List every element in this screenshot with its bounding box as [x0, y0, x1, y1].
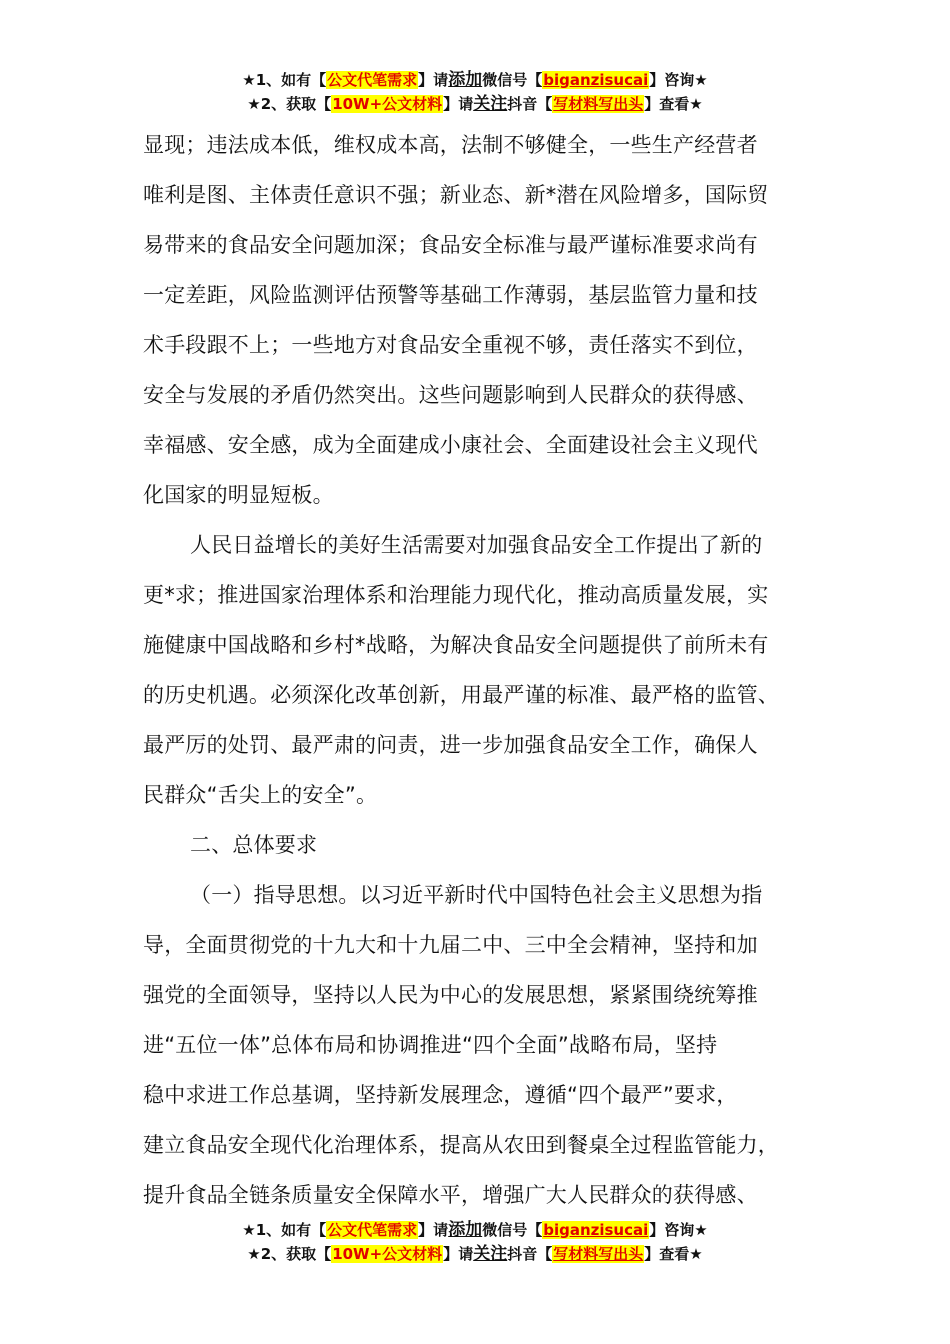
highlight-douyin[interactable]: 写材料写出头	[553, 1245, 644, 1263]
text-line: 提升食品全链条质量安全保障水平，增强广大人民群众的获得感、	[143, 1183, 758, 1207]
banner-text: 】查看★	[644, 95, 703, 113]
text-line: 施健康中国战略和乡村*战略，为解决食品安全问题提供了前所未有	[143, 633, 769, 657]
banner-text: 微信号【	[482, 1221, 543, 1239]
banner-text: ★1、如有【	[242, 1221, 327, 1239]
banner-text: 】咨询★	[649, 71, 708, 89]
text-line: 导，全面贯彻党的十九大和十九届二中、三中全会精神，坚持和加	[143, 933, 758, 957]
banner-text: 】请	[418, 1221, 449, 1239]
banner-line-1	[0, 1218, 950, 1242]
section-heading	[143, 820, 833, 870]
text-line: （一）指导思想。以习近平新时代中国特色社会主义思想为指	[190, 883, 763, 907]
banner-emphasis: 关注	[473, 1244, 508, 1264]
text-line: 进“五位一体”总体布局和协调推进“四个全面”战略布局，坚持	[143, 1033, 718, 1057]
bottom-banner	[0, 1218, 950, 1266]
banner-text: 】查看★	[644, 1245, 703, 1263]
text-line: 人民日益增长的美好生活需要对加强食品安全工作提出了新的	[190, 533, 763, 557]
highlight-materials: 10W+公文材料	[332, 95, 443, 113]
banner-emphasis: 添加	[448, 1220, 483, 1240]
top-banner	[0, 68, 950, 116]
text-line: 化国家的明显短板。	[143, 483, 334, 507]
text-line: 显现；违法成本低，维权成本高，法制不够健全，一些生产经营者	[143, 133, 758, 157]
text-line: 术手段跟不上；一些地方对食品安全重视不够，责任落实不到位，	[143, 333, 758, 357]
document-body	[143, 120, 833, 1220]
banner-text: 抖音【	[507, 1245, 553, 1263]
banner-text: ★2、获取【	[247, 1245, 332, 1263]
banner-line-2	[0, 1242, 950, 1266]
text-line: 唯利是图、主体责任意识不强；新业态、新*潜在风险增多，国际贸	[143, 183, 769, 207]
text-line: 一定差距，风险监测评估预警等基础工作薄弱，基层监管力量和技	[143, 283, 758, 307]
banner-text: 抖音【	[507, 95, 553, 113]
banner-emphasis: 关注	[473, 94, 508, 114]
text-line: 更*求；推进国家治理体系和治理能力现代化，推动高质量发展，实	[143, 583, 769, 607]
banner-text: ★2、获取【	[247, 95, 332, 113]
highlight-materials: 10W+公文材料	[332, 1245, 443, 1263]
text-line: 最严厉的处罚、最严肃的问责，进一步加强食品安全工作，确保人	[143, 733, 758, 757]
highlight-wechat-id[interactable]: biganzisucai	[543, 1221, 649, 1239]
banner-emphasis: 添加	[448, 70, 483, 90]
text-line: 民群众“舌尖上的安全”。	[143, 783, 378, 807]
text-line: 安全与发展的矛盾仍然突出。这些问题影响到人民群众的获得感、	[143, 383, 758, 407]
highlight-service: 公文代笔需求	[327, 71, 418, 89]
text-line: 幸福感、安全感，成为全面建成小康社会、全面建设社会主义现代	[143, 433, 758, 457]
highlight-wechat-id[interactable]: biganzisucai	[543, 71, 649, 89]
banner-text: 】请	[443, 95, 474, 113]
banner-text: 微信号【	[482, 71, 543, 89]
banner-text: 】请	[443, 1245, 474, 1263]
banner-text: 】咨询★	[649, 1221, 708, 1239]
banner-line-2	[0, 92, 950, 116]
text-line: 建立食品安全现代化治理体系，提高从农田到餐桌全过程监管能力，	[143, 1133, 779, 1157]
highlight-douyin[interactable]: 写材料写出头	[553, 95, 644, 113]
paragraph-2	[143, 520, 833, 820]
text-line: 强党的全面领导，坚持以人民为中心的发展思想，紧紧围绕统筹推	[143, 983, 758, 1007]
text-line: 稳中求进工作总基调，坚持新发展理念，遵循“四个最严”要求，	[143, 1083, 738, 1107]
banner-line-1	[0, 68, 950, 92]
banner-text: 】请	[418, 71, 449, 89]
text-line: 易带来的食品安全问题加深；食品安全标准与最严谨标准要求尚有	[143, 233, 758, 257]
heading-text: 二、总体要求	[190, 833, 318, 857]
paragraph-3	[143, 870, 833, 1220]
text-line: 的历史机遇。必须深化改革创新，用最严谨的标准、最严格的监管、	[143, 683, 779, 707]
paragraph-1	[143, 120, 833, 520]
highlight-service: 公文代笔需求	[327, 1221, 418, 1239]
banner-text: ★1、如有【	[242, 71, 327, 89]
